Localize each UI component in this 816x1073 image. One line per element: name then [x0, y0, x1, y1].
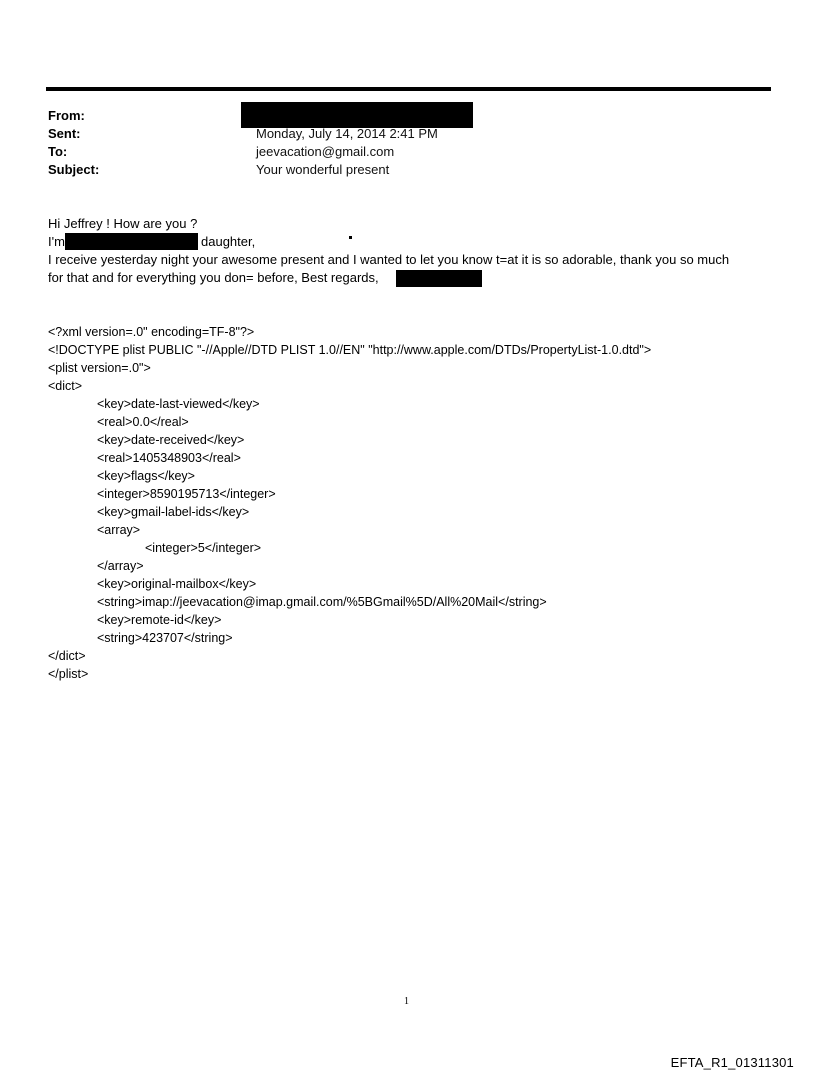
message-line-1: I receive yesterday night your awesome present and I wanted to let you know t=at it is so adorable, thank you so much — [48, 252, 730, 267]
plist-line: <integer>5</integer> — [145, 541, 262, 555]
document-id: EFTA_R1_01311301 — [670, 1055, 794, 1070]
sent-value: Monday, July 14, 2014 2:41 PM — [256, 126, 438, 141]
message-line-2: for that and for everything you don= before, Best regards, — [48, 270, 379, 285]
plist-line: <real>1405348903</real> — [97, 451, 241, 465]
page-number: 1 — [404, 996, 409, 1007]
sent-label: Sent: — [48, 126, 81, 141]
plist-line: <key>date-last-viewed</key> — [97, 397, 260, 411]
signature-redaction — [396, 270, 482, 287]
plist-line: <array> — [97, 523, 141, 537]
plist-line: <real>0.0</real> — [97, 415, 189, 429]
plist-line: <!DOCTYPE plist PUBLIC "-//Apple//DTD PLIST 1.0//EN" "http://www.apple.com/DTDs/PropertyList-1.0.dtd"> — [48, 343, 652, 357]
name-redaction — [65, 233, 198, 250]
plist-line: <?xml version=.0" encoding=TF-8"?> — [48, 325, 255, 339]
to-value: jeevacation@gmail.com — [256, 144, 395, 159]
subject-value: Your wonderful present — [256, 162, 390, 177]
plist-line: <plist version=.0"> — [48, 361, 151, 375]
plist-line: <key>original-mailbox</key> — [97, 577, 257, 591]
plist-line: </array> — [97, 559, 144, 573]
plist-line: <string>423707</string> — [97, 631, 233, 645]
intro-suffix: daughter, — [201, 234, 256, 249]
from-label: From: — [48, 108, 85, 123]
plist-line: <key>date-received</key> — [97, 433, 245, 447]
plist-line: <integer>8590195713</integer> — [97, 487, 276, 501]
plist-line: </dict> — [48, 649, 86, 663]
plist-line: <key>flags</key> — [97, 469, 195, 483]
to-label: To: — [48, 144, 68, 159]
plist-line: <string>imap://jeevacation@imap.gmail.com/%5BGmail%5D/All%20Mail</string> — [97, 595, 547, 609]
subject-label: Subject: — [48, 162, 100, 177]
plist-line: </plist> — [48, 667, 89, 681]
intro-prefix: I'm — [48, 234, 65, 249]
plist-line: <dict> — [48, 379, 83, 393]
header-divider — [46, 87, 771, 91]
plist-line: <key>gmail-label-ids</key> — [97, 505, 250, 519]
greeting-line: Hi Jeffrey ! How are you ? — [48, 216, 198, 231]
plist-line: <key>remote-id</key> — [97, 613, 222, 627]
stray-mark — [349, 236, 352, 239]
